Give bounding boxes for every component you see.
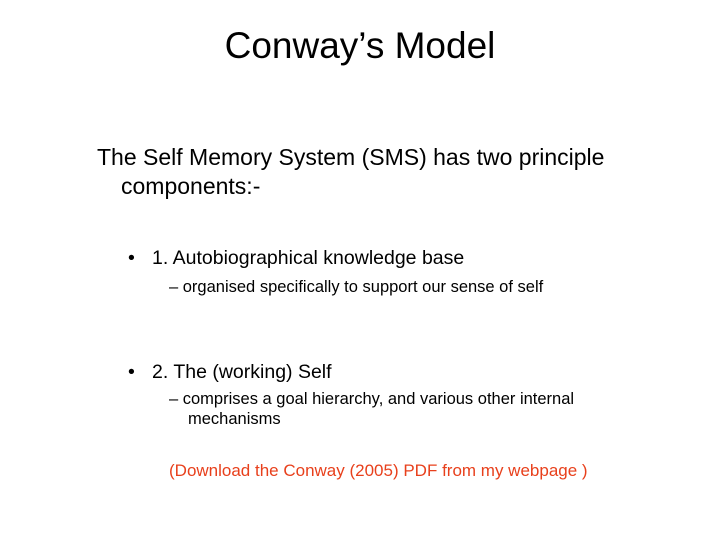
bullet-item-1 [128,246,648,270]
bullet-item-2 [128,360,648,384]
download-note-link[interactable]: (Download the Conway (2005) PDF from my webpage ) [169,461,588,480]
bullet-label: 2. The (working) Self [152,361,332,383]
bullet-dot: • [128,361,135,383]
sub-item-1: – organised specifically to support our sense of self [169,278,544,296]
intro-paragraph: The Self Memory System (SMS) has two principle components:- [97,144,605,199]
slide-title: Conway’s Model [224,25,496,66]
sub-item-2: – comprises a goal hierarchy, and various other internal mechanisms [169,390,575,428]
bullet-label: 1. Autobiographical knowledge base [152,247,465,269]
bullet-dot: • [128,247,135,269]
